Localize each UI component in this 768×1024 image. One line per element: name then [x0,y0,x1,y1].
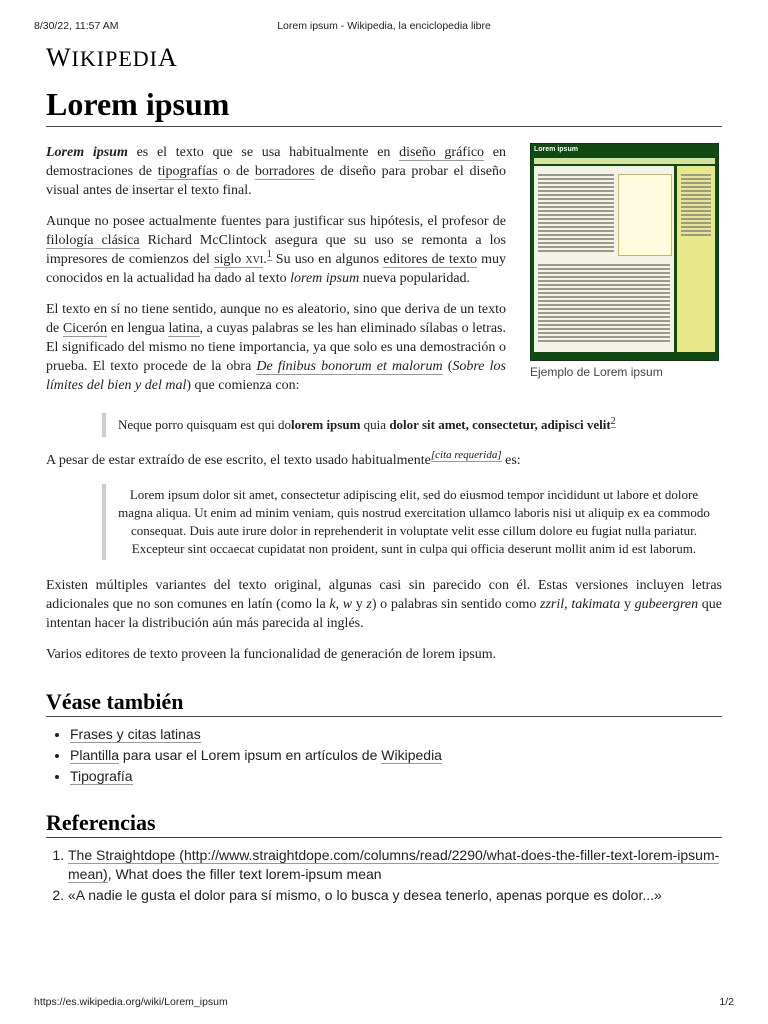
reference-item: 2. «A nadie le gusta el dolor para sí mismo, o lo busca y desea tenerlo, apenas porque es dolor...» [68,886,722,905]
print-date: 8/30/22, 11:57 AM [34,20,119,32]
paragraph-6: Varios editores de texto proveen la funcionalidad de generación de lorem ipsum. [46,647,497,662]
thumbnail-mini-text-lower [538,262,670,344]
thumbnail-figure [530,143,720,379]
link-diseno-grafico[interactable]: diseño gráfico [399,145,485,160]
article-content [46,80,722,907]
print-url: https://es.wikipedia.org/wiki/Lorem_ipsum [34,996,228,1008]
print-footer [34,996,734,1010]
ref-2[interactable]: 2 [610,415,616,427]
list-item: • Plantilla para usar el Lorem ipsum en artículos de Wikipedia [70,746,722,764]
page-number: 1/2 [719,996,734,1008]
quote-lorem-ipsum: Lorem ipsum dolor sit amet, consectetur adipiscing elit, sed do eiusmod tempor incididunt ut labore et dolore magna aliqua. Ut enim ad minim veniam, quis nostrud exercitation ullamco laboris nisi ut aliquip ex ea commodo consequat. Duis aute irure dolor in reprehenderit in voluptate velit esse cillum dolore eu fugiat nulla pariatur. Excepteur sint occaecat cupidatat non proident, sunt in culpa qui officia deserunt mollit anim id est laborum. [102,484,722,560]
ref-1[interactable]: 1 [266,249,272,261]
reference-item: 1. The Straightdope (http://www.straightdope.com/columns/read/2290/what-does-the-filler-text-lorem-ipsum-mean), What does the filler text lorem-ipsum mean [68,846,722,884]
link-tipografias[interactable]: tipografías [157,164,218,179]
references-list [46,846,722,905]
link-latina[interactable]: latina [168,321,200,336]
thumbnail-image[interactable] [530,143,719,361]
see-also-list [46,725,722,785]
thumbnail-mini-page [534,166,674,352]
paragraph-5: Existen múltiples variantes del texto original, algunas casi sin parecido con él. Estas versiones incluyen letras adicionales que no son comunes en latín (como la k, w y z) o palabras sin sentido como zzril, takimata y gubeergren que intentan hacer la distribución aún más parecida al inglés. [46,578,723,631]
link-frases-latinas[interactable]: Frases y citas latinas [70,726,201,742]
link-plantilla[interactable]: Plantilla [70,747,120,763]
link-borradores[interactable]: borradores [254,164,315,179]
link-siglo-xvi[interactable]: siglo xvi [214,252,264,267]
quote-cicero: Neque porro quisquam est qui dolorem ipsum quia dolor sit amet, consectetur, adipisci velit$^2$ [102,413,722,437]
link-ciceron[interactable]: Cicerón [62,321,108,336]
link-de-finibus[interactable]: De finibus bonorum et malorum [256,359,443,374]
heading-vease-tambien: Véase también [46,688,722,717]
paragraph-1: Lorem ipsum es el texto que se usa habitualmente en diseño gráfico en demostraciones de tipografías o de borradores de diseño para probar el diseño visual antes de insertar el texto final. [46,145,506,198]
print-title: Lorem ipsum - Wikipedia, la enciclopedia libre [277,20,491,32]
page-title: Lorem ipsum [46,80,722,127]
lead-block [46,143,722,395]
paragraph-4: A pesar de estar extraído de ese escrito, el texto usado habitualmente[cita requerida] es: [46,449,521,468]
list-item [70,767,722,785]
thumbnail-mini-sidebar [677,166,715,352]
link-editores-de-texto[interactable]: editores de texto [383,252,477,267]
thumbnail-mini-text [538,172,614,254]
list-item [70,725,722,743]
paragraph-2: Aunque no posee actualmente fuentes para justificar sus hipótesis, el profesor de filología clásica Richard McClintock asegura que su uso se remonta a los impresores de comienzos del siglo xvi.$^1$ Su uso en algunos editores de texto muy conocidos en la actualidad ha dado al texto lorem ipsum nueva popularidad. [46,214,507,286]
thumbnail-mini-title: Lorem ipsum [534,146,578,153]
heading-referencias: Referencias [46,809,722,838]
print-header [34,20,734,34]
link-wikipedia[interactable]: Wikipedia [381,747,442,763]
lead-text [46,143,506,395]
thumbnail-caption: Ejemplo de Lorem ipsum [530,365,663,379]
wikipedia-logo[interactable]: WIKIPEDIA [46,43,178,72]
thumbnail-mini-nav [534,158,715,164]
link-straightdope[interactable]: The Straightdope (http://www.straightdope.com/columns/read/2290/what-does-the-filler-text-lorem-ipsum-mean) [68,847,720,882]
thumbnail-mini-box [618,174,672,256]
cita-requerida-link[interactable]: [cita requerida] [430,449,502,462]
link-filologia-clasica[interactable]: filología clásica [46,233,140,248]
link-tipografia[interactable]: Tipografía [70,768,133,784]
paragraph-3: El texto en sí no tiene sentido, aunque no es aleatorio, sino que deriva de un texto de Cicerón en lengua latina, a cuyas palabras se les han eliminado sílabas o letras. El significado del mismo no tiene importancia, ya que solo es una demostración o prueba. El texto procede de la obra De finibus bonorum et malorum (Sobre los límites del bien y del mal) que comienza con: [46,302,506,393]
